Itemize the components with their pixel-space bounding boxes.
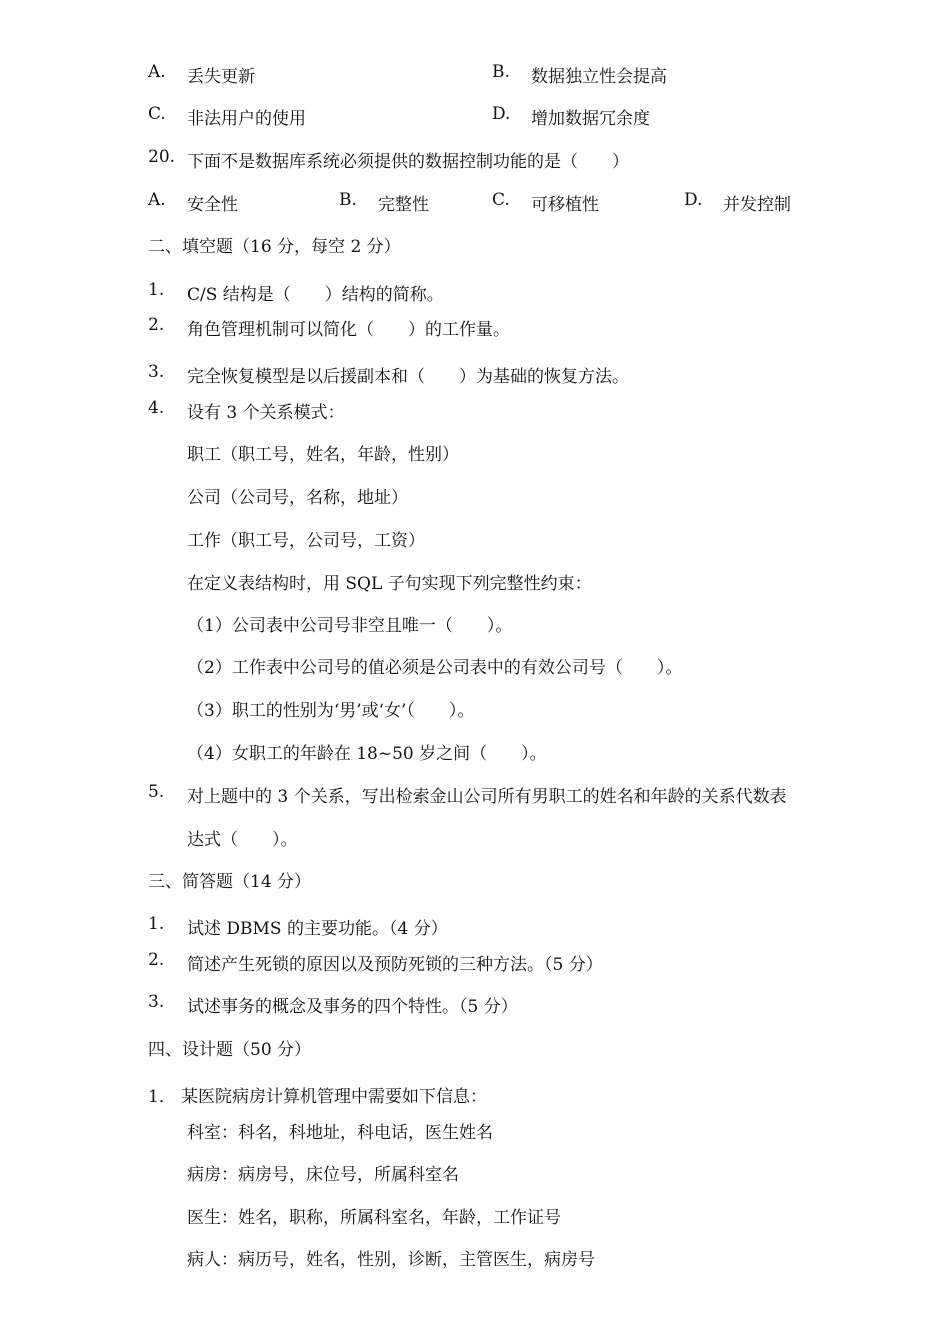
relation-employee: 职工（职工号，姓名，年龄，性别） xyxy=(187,445,459,465)
entity-department: 科室：科名，科地址，科电话，医生姓名 xyxy=(187,1123,493,1143)
item-number: 3. xyxy=(148,362,165,382)
entity-patient: 病人：病历号，姓名，性别，诊断，主管医生，病房号 xyxy=(187,1250,595,1270)
option-label: A. xyxy=(148,62,166,82)
item-text: 角色管理机制可以简化（ ）的工作量。 xyxy=(187,320,510,340)
section-4-title: 四、设计题（50 分） xyxy=(148,1040,312,1060)
option-label: A. xyxy=(148,190,166,210)
item-text: 试述 DBMS 的主要功能。（4 分） xyxy=(187,919,448,939)
option-label: D. xyxy=(684,190,703,210)
fill-item-5-continued: 达式（ ）。 xyxy=(187,830,298,850)
item-text: 设有 3 个关系模式： xyxy=(187,403,345,423)
item-text: 试述事务的概念及事务的四个特性。（5 分） xyxy=(187,997,518,1017)
option-label: C. xyxy=(148,104,166,124)
option-text: 非法用户的使用 xyxy=(187,109,306,129)
question-number: 20. xyxy=(148,147,176,167)
item-number: 1. xyxy=(148,280,165,300)
option-label: B. xyxy=(492,62,510,82)
option-label: B. xyxy=(339,190,357,210)
item-text: 某医院病房计算机管理中需要如下信息： xyxy=(181,1087,487,1107)
item-text: 完全恢复模型是以后援副本和（ ）为基础的恢复方法。 xyxy=(187,367,629,387)
question-text: 下面不是数据库系统必须提供的数据控制功能的是（ ） xyxy=(187,152,629,172)
option-label: C. xyxy=(492,190,510,210)
option-text: 完整性 xyxy=(378,195,429,215)
option-label: D. xyxy=(492,104,511,124)
item-number: 2. xyxy=(148,315,165,335)
item-text: 简述产生死锁的原因以及预防死锁的三种方法。（5 分） xyxy=(187,955,603,975)
item-text: C/S 结构是（ ）结构的简称。 xyxy=(187,285,444,305)
sql-intro: 在定义表结构时，用 SQL 子句实现下列完整性约束： xyxy=(187,574,592,594)
option-text: 数据独立性会提高 xyxy=(531,67,667,87)
constraint-2: （2）工作表中公司号的值必须是公司表中的有效公司号（ ）。 xyxy=(187,658,683,678)
item-number: 5. xyxy=(148,782,165,802)
section-3-title: 三、简答题（14 分） xyxy=(148,872,312,892)
item-number: 1． xyxy=(148,1087,176,1107)
item-number: 2. xyxy=(148,950,165,970)
relation-work: 工作（职工号，公司号，工资） xyxy=(187,531,425,551)
item-number: 1. xyxy=(148,914,165,934)
section-2-title: 二、填空题（16 分，每空 2 分） xyxy=(148,237,401,257)
option-text: 可移植性 xyxy=(531,195,599,215)
relation-company: 公司（公司号，名称，地址） xyxy=(187,488,408,508)
option-text: 并发控制 xyxy=(723,195,791,215)
item-number: 4. xyxy=(148,398,165,418)
item-number: 3. xyxy=(148,992,165,1012)
option-text: 安全性 xyxy=(187,195,238,215)
option-text: 增加数据冗余度 xyxy=(531,109,650,129)
constraint-4: （4）女职工的年龄在 18~50 岁之间（ ）。 xyxy=(187,744,547,764)
item-text: 对上题中的 3 个关系，写出检索金山公司所有男职工的姓名和年龄的关系代数表 xyxy=(187,787,787,807)
entity-doctor: 医生：姓名，职称，所属科室名，年龄，工作证号 xyxy=(187,1208,561,1228)
constraint-1: （1）公司表中公司号非空且唯一（ ）。 xyxy=(187,616,513,636)
entity-ward: 病房：病房号，床位号，所属科室名 xyxy=(187,1165,459,1185)
option-text: 丢失更新 xyxy=(187,67,255,87)
constraint-3: （3）职工的性别为‘男’或‘女’（ ）。 xyxy=(187,701,475,721)
